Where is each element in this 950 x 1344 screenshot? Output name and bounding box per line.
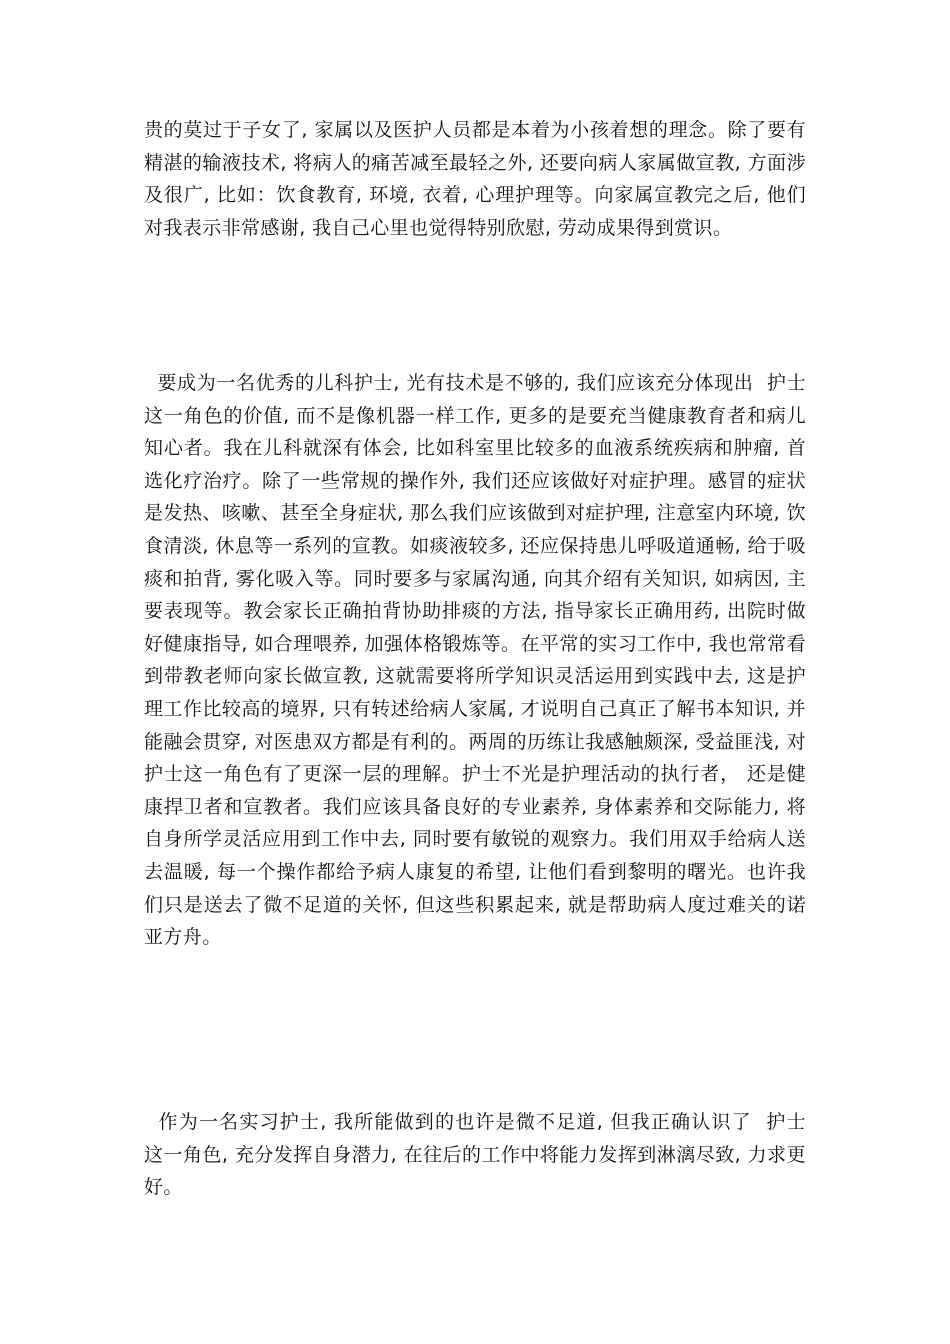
paragraph-2: 要成为一名优秀的儿科护士, 光有技术是不够的, 我们应该充分体现出 护士 这一角色的价值, 而不是像机器一样工作, 更多的是要充当健康教育者和病儿知心者。我在儿科就深有体会, 比如科室里比较多的血液系统疾病和肿瘤, 首选化疗治疗。除了一些常规的操作外, 我们还应该做好对症护理。感冒的症状是发热、咳嗽、甚至全身症状, 那么我们应该做到对症护理, 注意室内环境, 饮食清淡, 休息等一系列的宣教。如痰液较多, 还应保持患儿呼吸道通畅, 给于吸痰和拍背, 雾化吸入等。同时要多与家属沟通, 向其介绍有关知识, 如病因, 主要表现等。教会家长正确拍背协助排痰的方法, 指导家长正确用药, 出院时做好健康指导, 如合理喂养, 加强体格锻炼等。在平常的实习工作中, 我也常常看到带教老师向家长做宣教, 这就需要将所学知识灵活运用到实践中去, 这是护理工作比较高的境界, 只有转述给病人家属, 才说明自己真正了解书本知识, 并能融会贯穿, 对医患双方都是有利的。两周的历练让我感触颇深, 受益匪浅, 对护士这一角色有了更深一层的理解。护士不光是护理活动的执行者， 还是健康捍卫者和宣教者。我们应该具备良好的专业素养, 身体素养和交际能力, 将自身所学灵活应用到工作中去, 同时要有敏锐的观察力。我们用双手给病人送去温暖, 每一个操作都给予病人康复的希望, 让他们看到黎明的曙光。也许我们只是送去了微不足道的关怀, 但这些积累起来, 就是帮助病人度过难关的诺亚方舟。	[144, 372, 819, 949]
paragraph-1: 贵的莫过于子女了, 家属以及医护人员都是本着为小孩着想的理念。除了要有精湛的输液技术, 将病人的痛苦减至最轻之外, 还要向病人家属做宣教, 方面涉及很广, 比如：饮食教育, 环境, 衣着, 心理护理等。向家属宣教完之后, 他们对我表示非常感谢, 我自己心里也觉得特别欣慰, 劳动成果得到赏识。	[144, 119, 806, 239]
paragraph-3: 作为一名实习护士, 我所能做到的也许是微不足道, 但我正确认识了 护士 这一角色, 充分发挥自身潜力, 在往后的工作中将能力发挥到淋漓尽致, 力求更好。	[144, 1111, 819, 1199]
